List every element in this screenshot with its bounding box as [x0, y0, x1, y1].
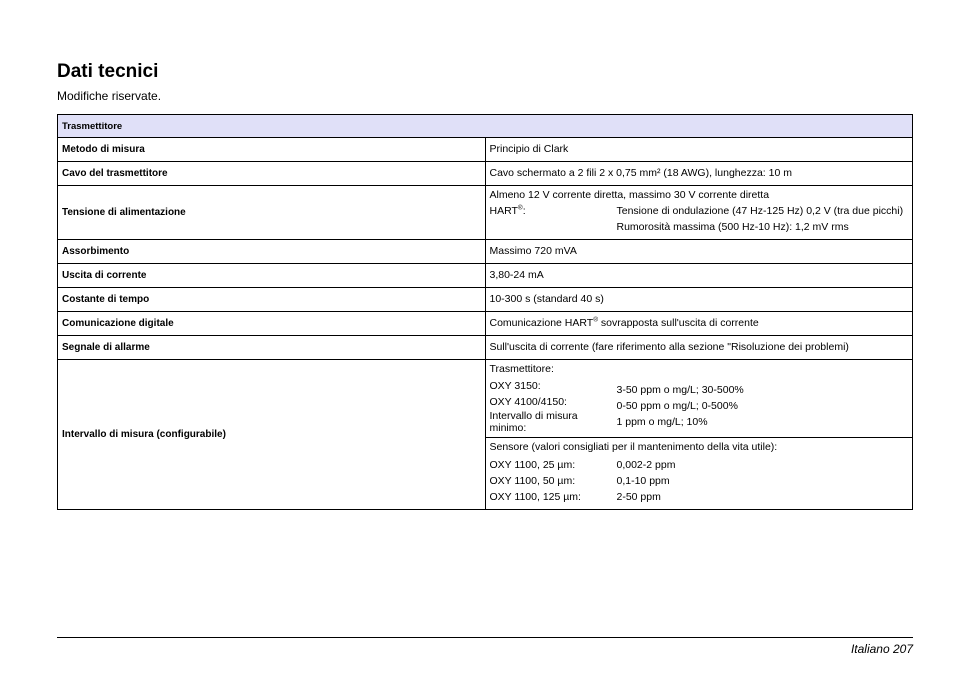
row-value — [485, 312, 913, 336]
sensor-value: 0,1-10 ppm — [616, 475, 670, 487]
range-value: 0-50 ppm o mg/L; 0-500% — [616, 400, 738, 412]
row-value: Principio di Clark — [485, 138, 913, 162]
range-key: OXY 3150: — [489, 380, 541, 392]
sensor-item — [490, 458, 909, 474]
table-header: Trasmettitore — [58, 115, 913, 138]
comm-pre: Comunicazione HART — [489, 317, 594, 329]
footer-divider — [57, 637, 913, 638]
row-label: Assorbimento — [58, 240, 486, 264]
range-value: 3-50 ppm o mg/L; 30-500% — [616, 384, 744, 396]
transmitter-range-block — [490, 378, 909, 434]
table-row — [58, 162, 913, 186]
row-label: Comunicazione digitale — [58, 312, 486, 336]
page-title: Dati tecnici — [57, 61, 159, 82]
table-row — [58, 336, 913, 360]
sensor-key: OXY 1100, 50 µm: — [489, 475, 576, 487]
sensor-key: OXY 1100, 25 µm: — [489, 459, 576, 471]
ripple-value: Tensione di ondulazione (47 Hz-125 Hz) 0,2 V (tra due picchi) — [616, 205, 904, 217]
table-row — [58, 312, 913, 336]
noise-line — [490, 220, 909, 236]
row-label: Cavo del trasmettitore — [58, 162, 486, 186]
row-value: Cavo schermato a 2 fili 2 x 0,75 mm² (18 AWG), lunghezza: 10 m — [485, 162, 913, 186]
supply-voltage-line: Almeno 12 V corrente diretta, massimo 30 V corrente diretta — [489, 189, 770, 201]
range-key: Intervallo di misura minimo: — [489, 410, 578, 434]
table-row — [58, 138, 913, 162]
sensor-item — [490, 474, 909, 490]
table-header-row — [58, 115, 913, 138]
transmitter-keys — [490, 378, 617, 434]
registered-mark: ® — [517, 204, 523, 212]
page-subtitle: Modifiche riservate. — [57, 89, 162, 103]
range-value: 1 ppm o mg/L; 10% — [616, 416, 708, 428]
sensor-item — [490, 490, 909, 506]
hart-ripple-line — [490, 204, 909, 220]
noise-spacer — [490, 220, 617, 236]
comm-post: sovrapposta sull'uscita di corrente — [597, 317, 759, 329]
sensor-heading: Sensore (valori consigliati per il mantenimento della vita utile): — [489, 441, 778, 453]
table-row — [58, 360, 913, 438]
row-label: Intervallo di misura (configurabile) — [58, 360, 486, 510]
hart-colon: : — [522, 205, 526, 217]
row-value: 3,80-24 mA — [485, 264, 913, 288]
transmitter-heading: Trasmettitore: — [489, 363, 554, 375]
table-row — [58, 288, 913, 312]
page-footer: Italiano 207 — [850, 642, 913, 656]
noise-value: Rumorosità massima (500 Hz-10 Hz): 1,2 mV rms — [616, 221, 849, 233]
table-row — [58, 264, 913, 288]
row-label: Segnale di allarme — [58, 336, 486, 360]
row-value — [485, 186, 913, 240]
row-label: Metodo di misura — [58, 138, 486, 162]
hart-key — [490, 204, 617, 220]
table-row — [58, 186, 913, 240]
range-key: OXY 4100/4150: — [489, 396, 567, 408]
row-label: Uscita di corrente — [58, 264, 486, 288]
sensor-range-cell — [485, 438, 913, 510]
registered-mark: ® — [593, 316, 598, 324]
row-label: Tensione di alimentazione — [58, 186, 486, 240]
table-row — [58, 240, 913, 264]
sensor-key: OXY 1100, 125 µm: — [489, 491, 581, 503]
hart-text: HART — [489, 205, 518, 217]
sensor-value: 2-50 ppm — [616, 491, 661, 503]
row-value: Sull'uscita di corrente (fare riferimento alla sezione "Risoluzione dei problemi) — [485, 336, 913, 360]
row-label: Costante di tempo — [58, 288, 486, 312]
transmitter-values — [617, 382, 744, 430]
specifications-table — [57, 114, 913, 510]
transmitter-range-cell — [485, 360, 913, 438]
row-value: Massimo 720 mVA — [485, 240, 913, 264]
row-value: 10-300 s (standard 40 s) — [485, 288, 913, 312]
sensor-value: 0,002-2 ppm — [616, 459, 676, 471]
